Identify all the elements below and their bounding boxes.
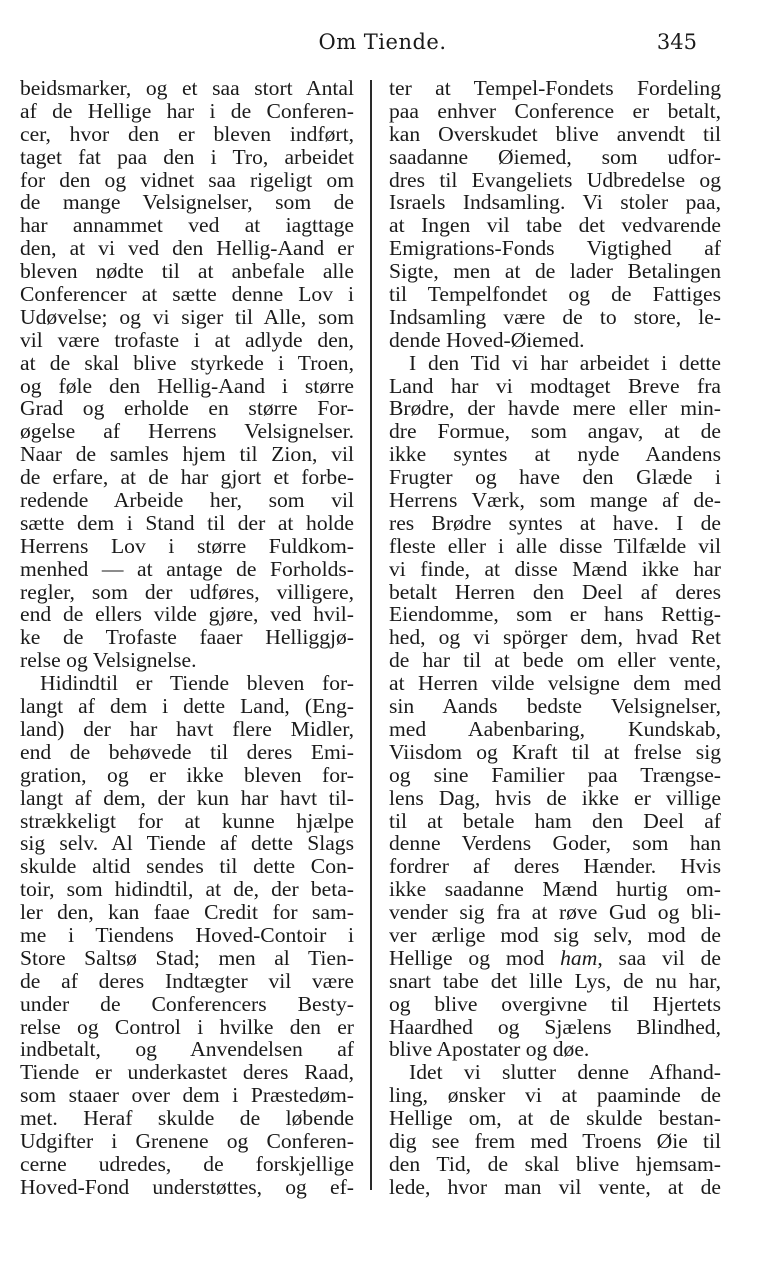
- text-line: af de Hellige har i de Conferen-: [20, 98, 354, 123]
- text-line: dig see frem med Troens Øie til: [389, 1128, 721, 1153]
- paragraph-start-line: Idet vi slutter denne Afhand-: [409, 1060, 721, 1085]
- text-line: har annammet ved at iagttage: [20, 213, 354, 238]
- text-line: vi finde, at disse Mænd ikke har: [389, 556, 721, 581]
- running-title: Om Tiende.: [318, 30, 447, 54]
- text-line: Hoved-Fond understøttes, og ef-: [20, 1174, 354, 1199]
- text-line: bleven nødte til at anbefale alle: [20, 259, 354, 284]
- text-line: ter at Tempel-Fondets Fordeling: [389, 76, 721, 100]
- text-line: saadanne Øiemed, som udfor-: [389, 144, 721, 169]
- text-line: Israels Indsamling. Vi stoler paa,: [389, 190, 721, 215]
- text-line: at Ingen vil tabe det vedvarende: [389, 213, 721, 238]
- text-line: redende Arbeide her, som vil: [20, 488, 354, 513]
- text-line: dre Formue, som angav, at de: [389, 419, 721, 444]
- paragraph-start-line: I den Tid vi har arbeidet i dette: [409, 350, 721, 375]
- text-line: fleste eller i alle disse Tilfælde vil: [389, 533, 721, 558]
- text-line: kan Overskudet blive anvendt til: [389, 121, 721, 146]
- text-line: for den og vidnet saa rigeligt om: [20, 167, 354, 192]
- text-line: Tiende er underkastet deres Raad,: [20, 1060, 354, 1085]
- text-line: indbetalt, og Anvendelsen af: [20, 1037, 354, 1062]
- text-line: lede, hvor man vil vente, at de: [389, 1174, 721, 1199]
- text-line: relse og Velsignelse.: [20, 648, 197, 673]
- text-line: med Aabenbaring, Kundskab,: [389, 716, 721, 741]
- text-line: toir, som hidindtil, at de, der beta-: [20, 877, 354, 902]
- text-line: gration, og er ikke bleven for-: [20, 762, 354, 787]
- text-line: Udøvelse; og vi siger til Alle, som: [20, 304, 354, 329]
- text-line: Herrens Værk, som mange af de-: [389, 488, 721, 513]
- text-line-with-italic: [389, 947, 721, 970]
- text-line: Sigte, men at de lader Betalingen: [389, 259, 721, 284]
- text-line: vil være trofaste i at adlyde den,: [20, 327, 354, 352]
- text-line: ikke syntes at nyde Aandens: [389, 442, 721, 467]
- text-line: at de skal blive styrkede i Troen,: [20, 350, 354, 375]
- text-line: fordrer af deres Hænder. Hvis: [389, 854, 721, 879]
- text-line: skulde altid sendes til dette Con-: [20, 854, 354, 879]
- text-line: vender sig fra at røve Gud og bli-: [389, 900, 721, 925]
- text-line: ikke saadanne Mænd hurtig om-: [389, 877, 721, 902]
- column-divider: [370, 80, 372, 1190]
- text-line: de af deres Indtægter vil være: [20, 968, 354, 993]
- text-line: lens Dag, hvis de ikke er villige: [389, 785, 721, 810]
- text-line: at Herren vilde velsigne dem med: [389, 671, 721, 696]
- text-line: Udgifter i Grenene og Conferen-: [20, 1128, 354, 1153]
- text-segment: Hellige og mod: [389, 945, 545, 970]
- text-line: langt af dem, der kun har havt til-: [20, 785, 354, 810]
- text-line: den Tid, de skal blive hjemsam-: [389, 1151, 721, 1176]
- italic-word: ham: [560, 945, 598, 970]
- text-line: Herrens Lov i større Fuldkom-: [20, 533, 354, 558]
- left-column: [20, 77, 354, 1199]
- text-line: de mange Velsignelser, som de: [20, 190, 354, 215]
- text-line: Indsamling være de to store, le-: [389, 304, 721, 329]
- text-line: den, at vi ved den Hellig-Aand er: [20, 236, 354, 261]
- text-line: ler den, kan faae Credit for sam-: [20, 900, 354, 925]
- text-line: end de ellers vilde gjøre, ved hvil-: [20, 602, 354, 627]
- text-line: ling, ønsker vi at paaminde de: [389, 1083, 721, 1108]
- text-line: som staaer over dem i Præstedøm-: [20, 1083, 354, 1108]
- text-line: og blive overgivne til Hjertets: [389, 991, 721, 1016]
- text-line: blive Apostater og døe.: [389, 1037, 590, 1062]
- text-line: snart tabe det lille Lys, de nu har,: [389, 968, 721, 993]
- text-line: Hellige om, at de skulde bestan-: [389, 1106, 721, 1131]
- text-line: øgelse af Herrens Velsignelser.: [20, 419, 354, 444]
- text-line: cer, hvor den er bleven indført,: [20, 121, 354, 146]
- text-line: dres til Evangeliets Udbredelse og: [389, 167, 721, 192]
- text-line: cerne udredes, de forskjellige: [20, 1151, 354, 1176]
- text-line: Naar de samles hjem til Zion, vil: [20, 442, 354, 467]
- text-line: sætte dem i Stand til der at holde: [20, 510, 354, 535]
- text-line: taget fat paa den i Tro, arbeidet: [20, 144, 354, 169]
- text-line: langt af dem i dette Land, (Eng-: [20, 694, 354, 719]
- text-line: Store Saltsø Stad; men al Tien-: [20, 945, 354, 970]
- text-line: denne Verdens Goder, som han: [389, 831, 721, 856]
- text-line: hed, og vi spörger dem, hvad Ret: [389, 625, 721, 650]
- text-line: til Tempelfondet og de Fattiges: [389, 282, 721, 307]
- text-line: strækkeligt for at kunne hjælpe: [20, 808, 354, 833]
- text-line: sig selv. Al Tiende af dette Slags: [20, 831, 354, 856]
- text-line: dende Hoved-Øiemed.: [389, 327, 585, 352]
- text-line: og sine Familier paa Trængse-: [389, 762, 721, 787]
- text-line: paa enhver Conference er betalt,: [389, 98, 721, 123]
- text-line: de erfare, at de har gjort et forbe-: [20, 465, 354, 490]
- text-line: Land har vi modtaget Breve fra: [389, 373, 721, 398]
- text-line: met. Heraf skulde de løbende: [20, 1106, 354, 1131]
- right-column: [389, 77, 721, 1199]
- text-line: me i Tiendens Hoved-Contoir i: [20, 922, 354, 947]
- text-line: Conferencer at sætte denne Lov i: [20, 282, 354, 307]
- text-segment: , saa vil de: [597, 945, 722, 970]
- text-line: Eiendomme, som er hans Rettig-: [389, 602, 721, 627]
- text-line: ke de Trofaste faaer Helliggjø-: [20, 625, 354, 650]
- text-line: betalt Herren den Deel af deres: [389, 579, 721, 604]
- text-line: menhed — at antage de Forholds-: [20, 556, 354, 581]
- text-line: regler, som der udføres, villigere,: [20, 579, 354, 604]
- text-line: relse og Control i hvilke den er: [20, 1014, 354, 1039]
- text-line: beidsmarker, og et saa stort Antal: [20, 76, 354, 100]
- page-number: 345: [656, 30, 697, 54]
- text-line: Emigrations-Fonds Vigtighed af: [389, 236, 721, 261]
- text-line: til at betale ham den Deel af: [389, 808, 721, 833]
- text-line: de har til at bede om eller vente,: [389, 648, 721, 673]
- text-line: Brødre, der havde mere eller min-: [389, 396, 721, 421]
- text-line: Viisdom og Kraft til at frelse sig: [389, 739, 721, 764]
- text-line: res Brødre syntes at have. I de: [389, 510, 721, 535]
- text-line: under de Conferencers Besty-: [20, 991, 354, 1016]
- text-line: Frugter og have den Glæde i: [389, 465, 721, 490]
- text-line: Haardhed og Sjælens Blindhed,: [389, 1014, 721, 1039]
- text-line: ver ærlige mod sig selv, mod de: [389, 922, 721, 947]
- text-line: Grad og erholde en større For-: [20, 396, 354, 421]
- text-line: sin Aands bedste Velsignelser,: [389, 694, 721, 719]
- text-line: end de behøvede til deres Emi-: [20, 739, 354, 764]
- text-line: og føle den Hellig-Aand i større: [20, 373, 354, 398]
- text-line: land) der har havt flere Midler,: [20, 716, 354, 741]
- paragraph-start-line: Hidindtil er Tiende bleven for-: [40, 671, 354, 696]
